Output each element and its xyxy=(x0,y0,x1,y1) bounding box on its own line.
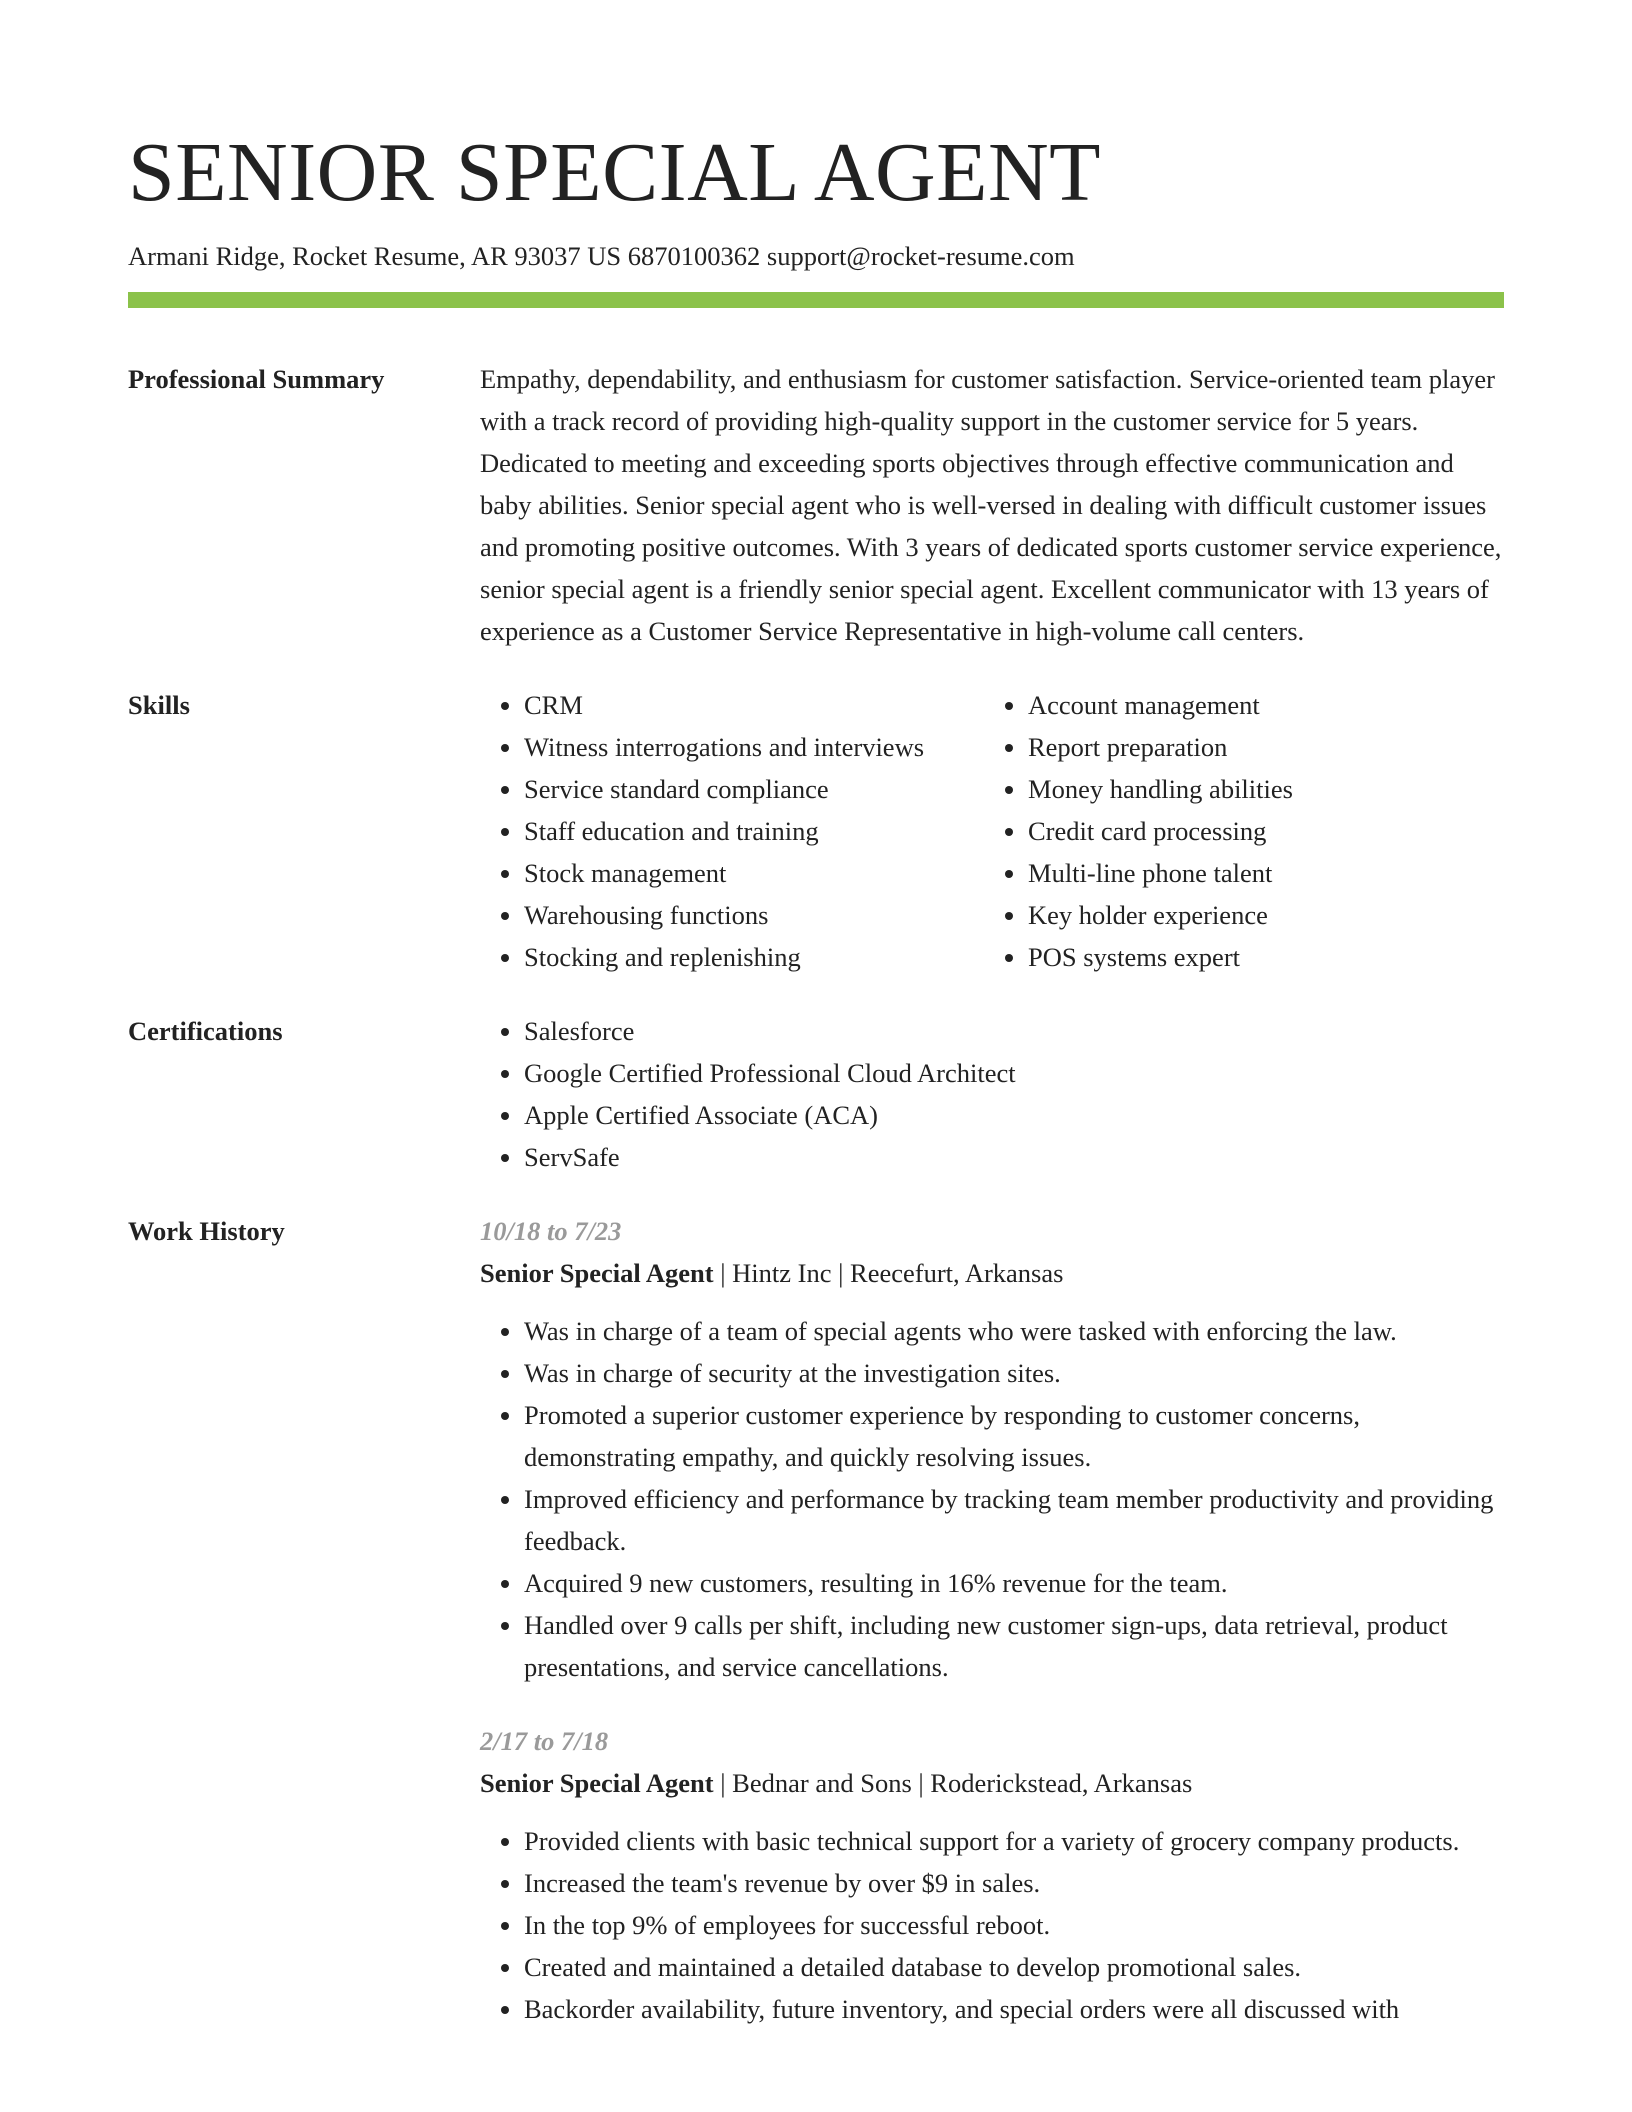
job-title: Senior Special Agent xyxy=(480,1768,714,1798)
job-bullet: • Created and maintained a detailed database to develop promotional sales. xyxy=(524,1946,1504,1988)
skills-section xyxy=(128,684,1504,978)
header-divider xyxy=(128,292,1504,308)
job-bullet: • Was in charge of security at the investigation sites. xyxy=(524,1352,1504,1394)
candidate-name: SENIOR SPECIAL AGENT xyxy=(128,126,1101,219)
section-title-work-history: Work History xyxy=(128,1216,285,1246)
job-bullet: • Promoted a superior customer experience by responding to customer concerns, demonstrating empathy, and quickly resolving issues. xyxy=(524,1394,1504,1478)
skill-item: • Account management xyxy=(1028,684,1504,726)
summary-section xyxy=(128,358,1504,652)
job-bullets xyxy=(480,1310,1504,1688)
skill-item: • Witness interrogations and interviews xyxy=(524,726,984,768)
skill-item: • POS systems expert xyxy=(1028,936,1504,978)
certification-item: • Google Certified Professional Cloud Architect xyxy=(524,1052,1504,1094)
job-title-line xyxy=(480,1762,1504,1804)
job-title: Senior Special Agent xyxy=(480,1258,714,1288)
section-title-skills: Skills xyxy=(128,690,190,720)
skills-list-left xyxy=(480,684,984,978)
job-bullets xyxy=(480,1820,1504,2030)
job-dates: 10/18 to 7/23 xyxy=(480,1216,622,1246)
skill-item: • Multi-line phone talent xyxy=(1028,852,1504,894)
skill-item: • Service standard compliance xyxy=(524,768,984,810)
skills-list-right xyxy=(984,684,1504,978)
skills-columns xyxy=(480,684,1504,978)
certifications-body xyxy=(480,1010,1504,1178)
skill-item: • Report preparation xyxy=(1028,726,1504,768)
job-bullet: • Provided clients with basic technical support for a variety of grocery company products. xyxy=(524,1820,1504,1862)
job-details: | Bednar and Sons | Roderickstead, Arkansas xyxy=(713,1768,1193,1798)
job-title-line xyxy=(480,1252,1504,1294)
job-bullet: • Acquired 9 new customers, resulting in 16% revenue for the team. xyxy=(524,1562,1504,1604)
job-bullet: • Was in charge of a team of special agents who were tasked with enforcing the law. xyxy=(524,1310,1504,1352)
job-bullet: • Improved efficiency and performance by tracking team member productivity and providing feedback. xyxy=(524,1478,1504,1562)
skill-item: • Staff education and training xyxy=(524,810,984,852)
certifications-list xyxy=(480,1010,1504,1178)
certifications-section xyxy=(128,1010,1504,1178)
skill-item: • Credit card processing xyxy=(1028,810,1504,852)
skill-item: • Warehousing functions xyxy=(524,894,984,936)
contact-line: Armani Ridge, Rocket Resume, AR 93037 US 6870100362 support@rocket-resume.com xyxy=(128,241,1075,271)
job-details: | Hintz Inc | Reecefurt, Arkansas xyxy=(713,1258,1064,1288)
skill-item: • CRM xyxy=(524,684,984,726)
work-history-section xyxy=(128,1210,1504,2030)
certification-item: • Salesforce xyxy=(524,1010,1504,1052)
job-bullet: • In the top 9% of employees for successful reboot. xyxy=(524,1904,1504,1946)
job-dates: 2/17 to 7/18 xyxy=(480,1726,609,1756)
resume-page xyxy=(128,118,1504,2030)
job-bullet: • Handled over 9 calls per shift, including new customer sign-ups, data retrieval, product presentations, and service cancellations. xyxy=(524,1604,1504,1688)
certification-item: • Apple Certified Associate (ACA) xyxy=(524,1094,1504,1136)
summary-text: Empathy, dependability, and enthusiasm for customer satisfaction. Service-oriented team player with a track record of providing high-quality support in the customer service for 5 years. Dedicated to meeting and exceeding sports objectives through effective communication and baby abilities. Senior special agent who is well-versed in dealing with difficult customer issues and promoting positive outcomes. With 3 years of dedicated sports customer service experience, senior special agent is a friendly senior special agent. Excellent communicator with 13 years of experience as a Customer Service Representative in high-volume call centers. xyxy=(480,364,1502,646)
skill-item: • Key holder experience xyxy=(1028,894,1504,936)
certification-item: • ServSafe xyxy=(524,1136,1504,1178)
skill-item: • Stock management xyxy=(524,852,984,894)
section-title-summary: Professional Summary xyxy=(128,364,385,394)
skill-item: • Stocking and replenishing xyxy=(524,936,984,978)
skill-item: • Money handling abilities xyxy=(1028,768,1504,810)
section-title-certifications: Certifications xyxy=(128,1016,283,1046)
work-history-body xyxy=(480,1210,1504,2030)
job-bullet: • Backorder availability, future inventory, and special orders were all discussed with xyxy=(524,1988,1504,2030)
job-entry xyxy=(480,1720,1504,2030)
job-bullet: • Increased the team's revenue by over $9 in sales. xyxy=(524,1862,1504,1904)
job-entry xyxy=(480,1210,1504,1688)
